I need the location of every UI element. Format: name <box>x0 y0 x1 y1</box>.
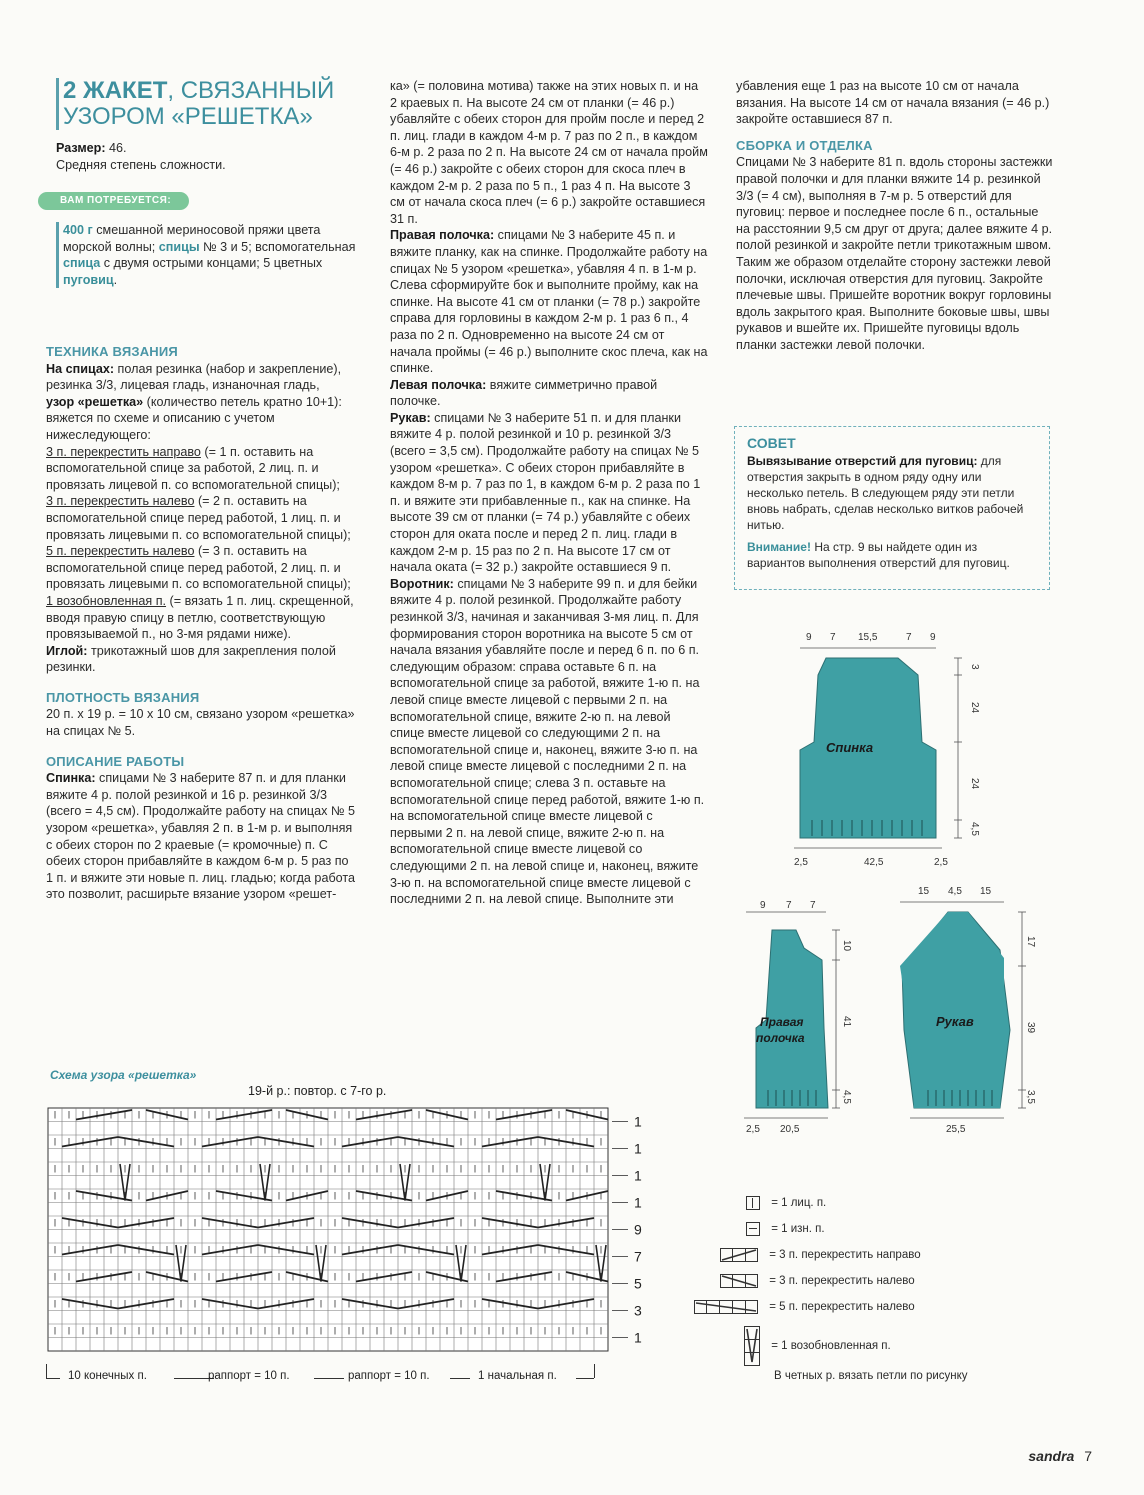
cross-right-3-icon <box>720 1248 758 1262</box>
size-block <box>56 140 356 173</box>
needle-sew-text: трикотажный шов для закрепления полой резинки. <box>46 643 336 675</box>
back-right-dim-3: 24 <box>969 778 980 790</box>
difficulty: Средняя степень сложности. <box>56 157 226 172</box>
collar-label: Воротник: <box>390 576 454 591</box>
tip-heading: СОВЕТ <box>747 435 796 451</box>
technique-heading: ТЕХНИКА ВЯЗАНИЯ <box>46 344 178 359</box>
size-value: 46. <box>105 141 127 155</box>
sleeve-top-dim-2: 4,5 <box>948 886 962 897</box>
legend-renewed-text: = 1 возобновленная п. <box>771 1340 891 1353</box>
technique-needles-label: На спицах: <box>46 361 115 376</box>
front-label-1: Правая <box>760 1015 804 1029</box>
renewed-stitch-icon <box>744 1326 760 1366</box>
back-top-dim-1: 9 <box>806 632 812 643</box>
renewed-stitch-text: (= вязать 1 п. лиц. скрещенной, вводя правую спицу в петлю, соответствующую провязываемой п., но 3-мя рядами ниже). <box>46 593 354 642</box>
tip-bold: Вывязывание отверстий для пуговиц: <box>747 454 978 468</box>
back-right-dim-1: 3 <box>969 664 980 670</box>
aux-needle-word: спица <box>63 256 101 271</box>
bottom-label-1: 10 конечных п. <box>68 1370 147 1382</box>
title-number: 2 <box>63 77 77 104</box>
page-number: 7 <box>1084 1448 1092 1464</box>
front-top-dim-3: 7 <box>810 900 816 911</box>
column-1 <box>46 330 358 903</box>
bottom-label-2: раппорт = 10 п. <box>208 1370 290 1382</box>
tip-text: для отверстия закрыть в одном ряду одну или несколько петель. В следующем ряду эти петли вновь набрать, сделав несколько витков рабочей нитью. <box>747 454 1024 532</box>
chart-bottom-labels <box>46 1364 596 1384</box>
back-right-dim-4: 4,5 <box>969 822 980 836</box>
legend-knit <box>746 1196 826 1210</box>
legend-purl <box>746 1222 825 1236</box>
needles-word: спицы <box>158 239 200 254</box>
sleeve-top-dim-1: 15 <box>918 886 930 897</box>
back-top-dim-2: 7 <box>830 632 836 643</box>
back-schematic <box>794 632 980 868</box>
back-bottom-dim-1: 2,5 <box>794 857 808 868</box>
sleeve-schematic <box>900 886 1036 1135</box>
front-right-dim-1: 10 <box>841 940 852 952</box>
front-label-2: полочка <box>756 1031 805 1045</box>
pattern-chart <box>40 1100 660 1400</box>
sleeve-bottom-dim-1: 25,5 <box>946 1124 966 1135</box>
density-text: 20 п. х 19 р. = 10 х 10 см, связано узором «решетка» на спицах № 5. <box>46 707 355 739</box>
back-top-dim-4: 7 <box>906 632 912 643</box>
right-front-schematic <box>744 900 852 1135</box>
row-label: 3 <box>634 1302 642 1319</box>
size-label: Размер: <box>56 141 106 155</box>
density-heading: ПЛОТНОСТЬ ВЯЗАНИЯ <box>46 689 200 705</box>
brand-name: sandra <box>1028 1448 1075 1464</box>
attention-text: На стр. 9 вы найдете один из вариантов выполнения отверстий для пуговиц. <box>747 540 1010 570</box>
yarn-desc: смешанной мериносовой пряжи цвета морской волны; <box>63 223 321 254</box>
sleeve-text: спицами № 3 наберите 51 п. и для планки вяжите 4 р. полой резинкой и 10 р. резинкой 3/3 (всего = 3,5 см). Продолжайте работу на спицах № 5 узором «решетка». С обеих сторон прибавляйте в каждом 8-м р. 7 раз по 1, в каждом 6-м р. 2 раза по 1 п. и вяжите эти прибавленные п., как на спинке. На высоте 39 см от планки (= 74 р.) убавляйте с обеих сторон для оката после и перед 2 п. лиц. глади в каждом 2-м р. 15 раз по 2 п. На высоте 17 см от начала оката (= 32 р.) закройте оставшиеся 9 п. <box>390 410 701 575</box>
cross-left-5-icon <box>694 1300 758 1314</box>
page-footer <box>1028 1448 1092 1464</box>
legend-knit-text: = 1 лиц. п. <box>771 1197 827 1210</box>
cross-left-3-icon <box>720 1274 758 1288</box>
title-rest: , СВЯЗАННЫЙ УЗОРОМ «РЕШЕТКА» <box>63 77 335 130</box>
legend-cross-left-3-text: = 3 п. перекрестить налево <box>769 1275 915 1288</box>
front-bottom-dim-1: 2,5 <box>746 1124 760 1135</box>
sleeve-label-text: Рукав <box>936 1014 974 1029</box>
collar-text: спицами № 3 наберите 99 п. и для бейки вяжите 4 р. полой резинкой. Продолжайте работу резинкой 3/3, начиная и заканчивая 3-мя лиц. п. Для формирования сторон воротника на высоте 5 см от начала вязания убавляйте после и перед 6 п. по 6 п. следующим образом: справа оставьте 6 п. на вспомогательной спице за работой, вяжите 1-ю п. на левой спице вместе лицевой с первыми 2 п. на вспомогательной спице, вяжите 2-ю п. на левой спице вместе лицевой со следующими 2 п. на вспомогательной спице и, наконец, вяжите 3-ю п. на левой спице вместе лицевой с последними 2 п. на вспомогательной спице; слева 3 п. оставьте на вспомогательной спице перед работой, вяжите 1-ю п. на вспомогательной спице вместе лицевой с первыми 2 п. на левой спице, вяжите 2-ю п. на вспомогательной спице вместе лицевой со следующими 2 п. на левой спице и, наконец, вяжите 3-ю п. на вспомогательной спице вместе лицевой с последними 2 п. на левой спице. Выполните эти <box>390 576 705 907</box>
back-top-dim-5: 9 <box>930 632 936 643</box>
row-label: 5 <box>634 1275 642 1292</box>
description-heading: ОПИСАНИЕ РАБОТЫ <box>46 753 185 769</box>
legend-cross-right-3-text: = 3 п. перекрестить направо <box>769 1249 921 1262</box>
assembly-text: Спицами № 3 наберите 81 п. вдоль стороны застежки правой полочки и для планки вяжите 14 р. резинкой 3/3 (= 4 см), выполняя в 7-м р. 5 отверстий для пуговиц: первое и последнее после 6 п., остальные на расстоянии 9,5 см друг от друга; далее вяжите 4 р. полой резинкой и закройте петли трикотажным швом. Таким же образом отделайте сторону застежки левой полочки, исключая отверстия для пуговиц. Закройте плечевые швы. Пришейте воротник вокруг горловины вдоль закрытого края. Выполните боковые швы, швы рукавов и вшейте их. Пришейте пуговицы вдоль планки застежки левой полочки. <box>736 155 1053 352</box>
schematics <box>720 620 1080 1160</box>
left-front-label: Левая полочка: <box>390 377 487 392</box>
purl-stitch-icon <box>746 1222 760 1236</box>
knit-stitch-icon <box>746 1196 760 1210</box>
left-front-text: вяжите симметрично правой полочке. <box>390 377 658 409</box>
cross-left-5-term: 5 п. перекрестить налево <box>46 544 195 559</box>
front-right-dim-2: 41 <box>841 1016 852 1028</box>
pattern-text: (количество петель кратно 10+1): вяжется по схеме и описанию с учетом нижеследующего: <box>46 394 342 442</box>
legend-cross-left-3 <box>720 1274 915 1288</box>
row-label: 1 <box>634 1194 642 1211</box>
back-text: спицами № 3 наберите 87 п. и для планки вяжите 4 р. полой резинкой и 16 р. резинкой 3/3 (всего = 4,5 см). Продолжайте работу на спицах № 5 узором «решетка», убавляя 2 п. в 1-м р. и выполняя с обеих сторон по 2 краевые (= кромочные) п. С обеих сторон прибавляйте в каждом 6-м р. 5 раз по 1 п. и вяжите эти новые п. лиц. гладью; когда работа это позволит, расширьте вязание узором «решет- <box>46 771 356 902</box>
renewed-stitch-term: 1 возобновленная п. <box>46 593 167 608</box>
cross-left-3-text: (= 2 п. оставить на вспомогательной спице перед работой, 1 лиц. п. и провязать лицевыми п. со вспомогательной спицы); <box>46 494 351 542</box>
column-3 <box>736 78 1054 354</box>
row-labels <box>612 1114 642 1346</box>
legend-purl-text: = 1 изн. п. <box>771 1223 825 1236</box>
sleeve-right-dim-3: 3,5 <box>1025 1090 1036 1104</box>
row-label: 7 <box>634 1248 642 1265</box>
materials-list <box>56 222 361 288</box>
attention-label: Внимание! <box>747 540 811 554</box>
row-label: 1 <box>634 1113 642 1130</box>
right-front-label: Правая полочка: <box>390 228 495 243</box>
right-front-text: спицами № 3 наберите 45 п. и вяжите планку, как на спинке. Продолжайте работу на спицах № 5 узором «решетка», убавляя 4 п. в 1-м р. Слева сформируйте бок и выполните пройму, как на спинке. На высоте 41 см от планки (= 78 р.) закройте справа для горловины в каждом 2-м р. 1 раз 6 п., 4 раза по 2 п. Одновременно на высоте 24 см от начала проймы (= 46 р.) выполните скос плеча, как на спинке. <box>390 228 708 376</box>
tip-box <box>734 426 1050 590</box>
legend-cross-left-5-text: = 5 п. перекрестить налево <box>769 1301 915 1314</box>
title-bold: ЖАКЕТ <box>83 77 168 104</box>
cross-left-3-term: 3 п. перекрестить налево <box>46 494 195 509</box>
yarn-amount: 400 г <box>63 223 93 237</box>
technique-needles-text: полая резинка (набор и закрепление), резинка 3/3, лицевая гладь, изнаночная гладь, <box>46 361 342 393</box>
row-label: 1 <box>634 1167 642 1184</box>
cross-left-5-text: (= 3 п. оставить на вспомогательной спице перед работой, 2 лиц. п. и провязать лицевыми п. со вспомогательной спицы); <box>46 544 351 592</box>
column-2 <box>390 78 708 908</box>
back-label-text: Спинка <box>826 740 874 755</box>
back-bottom-dim-2: 42,5 <box>864 857 884 868</box>
cross-right-3-term: 3 п. перекрестить направо <box>46 444 201 459</box>
assembly-heading: СБОРКА И ОТДЕЛКА <box>736 137 873 153</box>
back-right-dim-2: 24 <box>969 702 980 714</box>
aux-needle-desc: с двумя острыми концами; 5 цветных <box>100 256 323 271</box>
pattern-grid <box>48 1108 608 1351</box>
row-label: 1 <box>634 1329 642 1346</box>
bottom-label-3: раппорт = 10 п. <box>348 1370 430 1382</box>
front-top-dim-1: 9 <box>760 900 766 911</box>
row-label: 9 <box>634 1221 642 1238</box>
legend-note: В четных р. вязать петли по рисунку <box>774 1370 968 1382</box>
row-label: 1 <box>634 1140 642 1157</box>
sleeve-top-dim-3: 15 <box>980 886 992 897</box>
pattern-label: узор «решетка» <box>46 394 144 409</box>
front-bottom-dim-2: 20,5 <box>780 1124 800 1135</box>
schema-repeat-note: 19-й р.: повтор. с 7-го р. <box>248 1084 387 1098</box>
cross-right-3-text: (= 1 п. оставить на вспомогательной спице за работой, 2 лиц. п. и провязать лицевой п. со вспомогательной спицы); <box>46 444 340 492</box>
back-label: Спинка: <box>46 771 96 786</box>
bottom-label-4: 1 начальная п. <box>478 1370 557 1382</box>
back-continued-text: ка» (= половина мотива) также на этих новых п. и на 2 краевых п. На высоте 24 см от планки (= 46 р.) убавляйте с обеих сторон для пройм после и перед 2 п. лиц. глади в каждом 4-м р. 7 раз по 2 п., в каждом 6-м р. 2 раза по 2 п. На высоте 24 см от начала пройм (= 46 р.) закройте с обеих сторон для скоса плеч в каждом 2-м р. 2 раза по 5 п., 1 раз 4 п. На высоте 3 см от начала скоса плеч (= 6 р.) закройте оставшиеся 31 п. <box>390 79 708 226</box>
sleeve-right-dim-2: 39 <box>1025 1022 1036 1034</box>
front-top-dim-2: 7 <box>786 900 792 911</box>
legend-cross-left-5 <box>694 1300 915 1314</box>
front-right-dim-3: 4,5 <box>841 1090 852 1104</box>
buttons-word: пуговиц <box>63 272 114 287</box>
sleeve-label: Рукав: <box>390 410 431 425</box>
legend-cross-right-3 <box>720 1248 921 1262</box>
schema-title: Схема узора «решетка» <box>50 1068 197 1082</box>
article-title <box>56 78 363 130</box>
needles-desc: № 3 и 5; вспомогательная <box>199 239 356 254</box>
sleeve-right-dim-1: 17 <box>1025 936 1036 948</box>
legend-renewed <box>744 1326 891 1366</box>
back-bottom-dim-3: 2,5 <box>934 857 948 868</box>
materials-end: . <box>113 272 118 287</box>
materials-badge: ВАМ ПОТРЕБУЕТСЯ: <box>38 192 189 210</box>
needle-sew-label: Иглой: <box>46 643 88 658</box>
collar-continued-text: убавления еще 1 раз на высоте 10 см от начала вязания. На высоте 14 см от начала вязания (= 46 р.) закройте оставшиеся 87 п. <box>736 79 1050 127</box>
back-top-dim-3: 15,5 <box>858 632 878 643</box>
